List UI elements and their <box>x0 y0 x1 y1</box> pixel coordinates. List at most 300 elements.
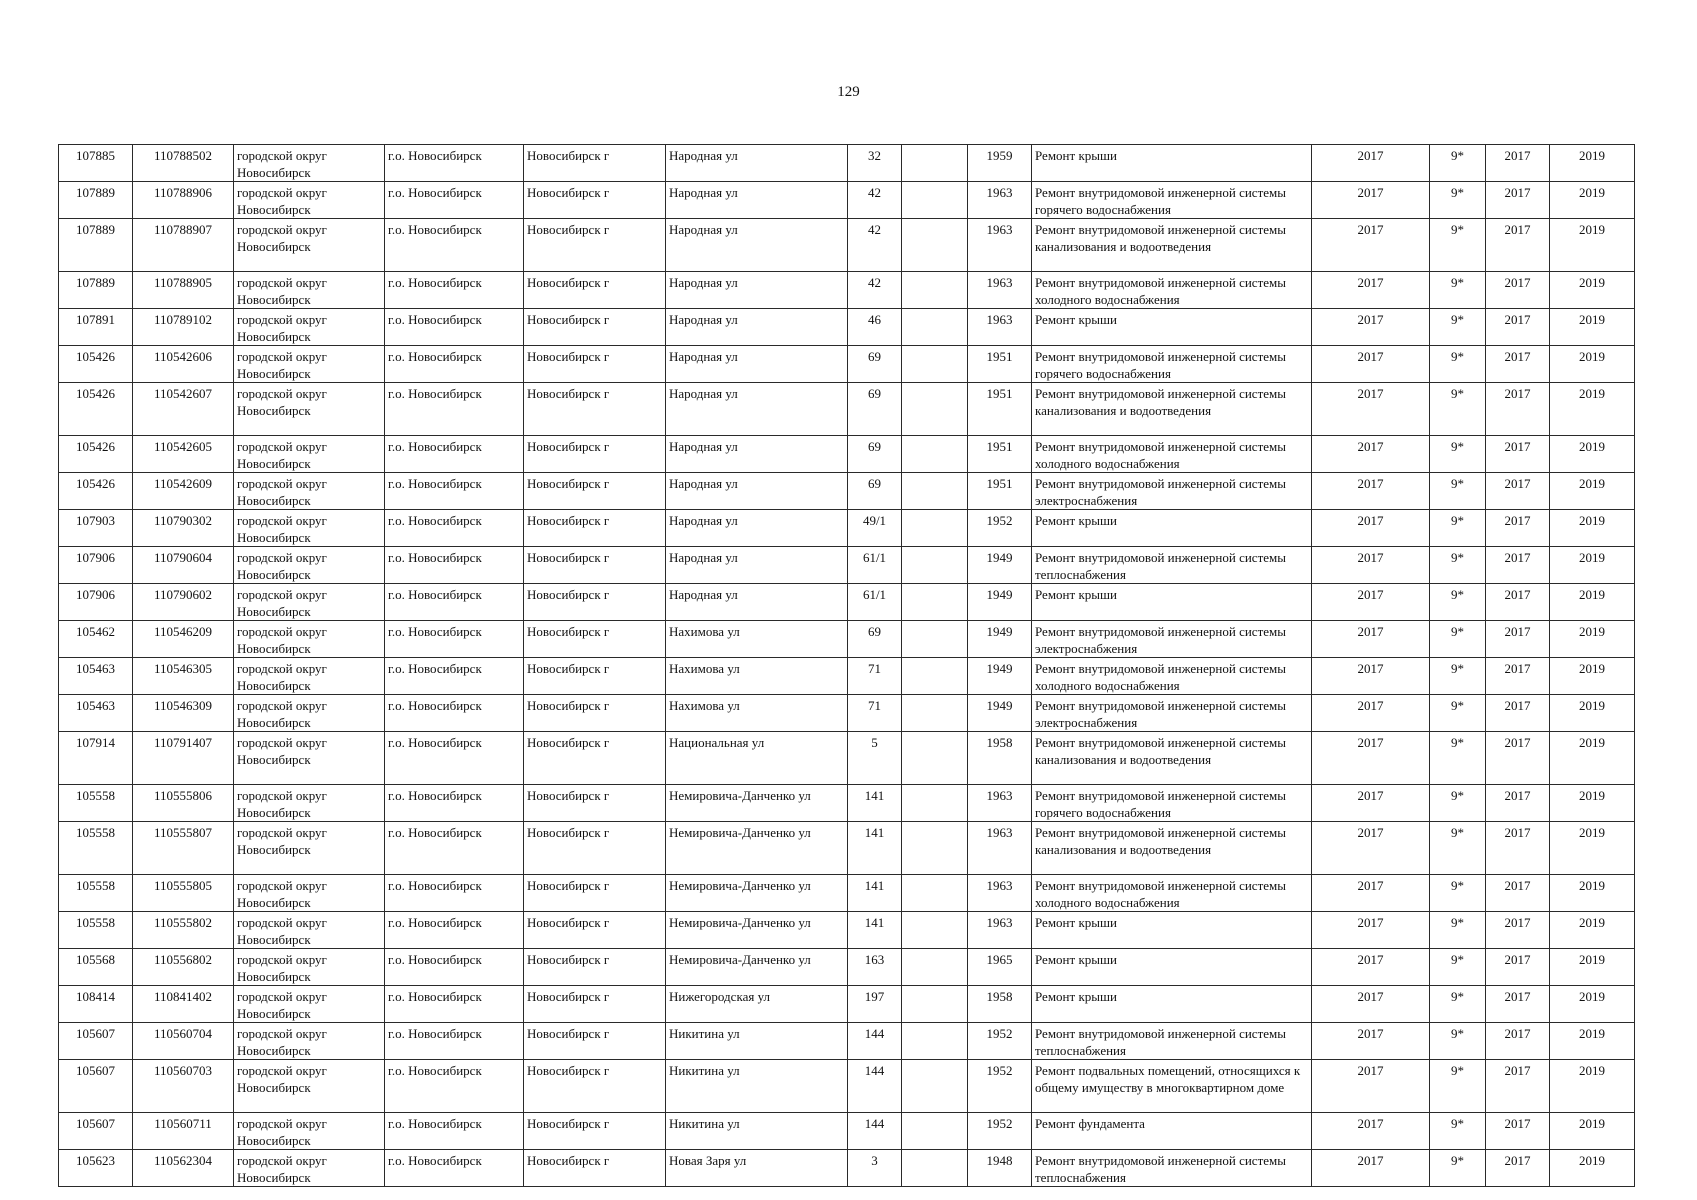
cell-end-year: 2019 <box>1550 949 1635 986</box>
cell-end-year: 2019 <box>1550 309 1635 346</box>
cell-year-built: 1958 <box>968 986 1032 1023</box>
cell-plan-year: 2017 <box>1312 510 1430 547</box>
cell-end-year: 2019 <box>1550 473 1635 510</box>
cell-end-year: 2019 <box>1550 785 1635 822</box>
cell-house-number: 42 <box>848 219 902 272</box>
cell-street: Немировича-Данченко ул <box>666 785 848 822</box>
cell-district: г.о. Новосибирск <box>385 986 524 1023</box>
cell-district: г.о. Новосибирск <box>385 1023 524 1060</box>
cell-start-year: 2017 <box>1486 219 1550 272</box>
cell-plan-year: 2017 <box>1312 272 1430 309</box>
cell-street: Народная ул <box>666 473 848 510</box>
cell-district: г.о. Новосибирск <box>385 272 524 309</box>
cell-municipality: городской округ Новосибирск <box>234 383 385 436</box>
cell-locality: Новосибирск г <box>524 346 666 383</box>
cell-house-number: 46 <box>848 309 902 346</box>
cell-street: Нахимова ул <box>666 695 848 732</box>
cell-house-id: 105426 <box>59 436 133 473</box>
cell-building <box>902 510 968 547</box>
cell-start-year: 2017 <box>1486 436 1550 473</box>
cell-code: 9* <box>1430 309 1486 346</box>
cell-year-built: 1952 <box>968 1113 1032 1150</box>
cell-end-year: 2019 <box>1550 732 1635 785</box>
cell-district: г.о. Новосибирск <box>385 547 524 584</box>
cell-end-year: 2019 <box>1550 219 1635 272</box>
cell-year-built: 1951 <box>968 346 1032 383</box>
cell-work-type: Ремонт внутридомовой инженерной системы холодного водоснабжения <box>1032 272 1312 309</box>
cell-house-id: 105607 <box>59 1113 133 1150</box>
cell-code: 9* <box>1430 346 1486 383</box>
cell-work-id: 110555806 <box>133 785 234 822</box>
table-row <box>59 219 1635 272</box>
cell-municipality: городской округ Новосибирск <box>234 182 385 219</box>
cell-plan-year: 2017 <box>1312 785 1430 822</box>
cell-municipality: городской округ Новосибирск <box>234 912 385 949</box>
cell-house-id: 107906 <box>59 584 133 621</box>
cell-district: г.о. Новосибирск <box>385 875 524 912</box>
cell-municipality: городской округ Новосибирск <box>234 875 385 912</box>
cell-work-id: 110546309 <box>133 695 234 732</box>
cell-code: 9* <box>1430 912 1486 949</box>
cell-building <box>902 621 968 658</box>
cell-municipality: городской округ Новосибирск <box>234 1060 385 1113</box>
cell-building <box>902 658 968 695</box>
table-row <box>59 875 1635 912</box>
cell-building <box>902 547 968 584</box>
cell-house-id: 105558 <box>59 912 133 949</box>
cell-district: г.о. Новосибирск <box>385 510 524 547</box>
table-row <box>59 584 1635 621</box>
cell-street: Никитина ул <box>666 1113 848 1150</box>
cell-start-year: 2017 <box>1486 346 1550 383</box>
cell-code: 9* <box>1430 986 1486 1023</box>
cell-start-year: 2017 <box>1486 949 1550 986</box>
cell-district: г.о. Новосибирск <box>385 785 524 822</box>
cell-district: г.о. Новосибирск <box>385 822 524 875</box>
cell-start-year: 2017 <box>1486 272 1550 309</box>
cell-municipality: городской округ Новосибирск <box>234 473 385 510</box>
cell-plan-year: 2017 <box>1312 658 1430 695</box>
cell-locality: Новосибирск г <box>524 1023 666 1060</box>
cell-year-built: 1963 <box>968 272 1032 309</box>
cell-locality: Новосибирск г <box>524 272 666 309</box>
cell-municipality: городской округ Новосибирск <box>234 547 385 584</box>
cell-house-number: 69 <box>848 473 902 510</box>
cell-start-year: 2017 <box>1486 822 1550 875</box>
cell-end-year: 2019 <box>1550 182 1635 219</box>
cell-municipality: городской округ Новосибирск <box>234 510 385 547</box>
cell-plan-year: 2017 <box>1312 1023 1430 1060</box>
cell-locality: Новосибирск г <box>524 732 666 785</box>
cell-house-id: 107906 <box>59 547 133 584</box>
cell-work-type: Ремонт внутридомовой инженерной системы теплоснабжения <box>1032 547 1312 584</box>
cell-street: Народная ул <box>666 584 848 621</box>
cell-start-year: 2017 <box>1486 875 1550 912</box>
cell-locality: Новосибирск г <box>524 547 666 584</box>
cell-building <box>902 346 968 383</box>
cell-municipality: городской округ Новосибирск <box>234 1150 385 1187</box>
table-row <box>59 695 1635 732</box>
cell-house-id: 107889 <box>59 272 133 309</box>
cell-municipality: городской округ Новосибирск <box>234 695 385 732</box>
table-row <box>59 822 1635 875</box>
cell-district: г.о. Новосибирск <box>385 383 524 436</box>
cell-start-year: 2017 <box>1486 785 1550 822</box>
cell-year-built: 1952 <box>968 1060 1032 1113</box>
cell-end-year: 2019 <box>1550 1023 1635 1060</box>
cell-house-id: 107914 <box>59 732 133 785</box>
table-row <box>59 732 1635 785</box>
cell-building <box>902 309 968 346</box>
cell-year-built: 1952 <box>968 1023 1032 1060</box>
cell-code: 9* <box>1430 621 1486 658</box>
cell-street: Немировича-Данченко ул <box>666 822 848 875</box>
cell-building <box>902 785 968 822</box>
cell-locality: Новосибирск г <box>524 510 666 547</box>
cell-street: Новая Заря ул <box>666 1150 848 1187</box>
cell-locality: Новосибирск г <box>524 695 666 732</box>
cell-street: Немировича-Данченко ул <box>666 912 848 949</box>
cell-municipality: городской округ Новосибирск <box>234 658 385 695</box>
cell-end-year: 2019 <box>1550 695 1635 732</box>
cell-year-built: 1963 <box>968 219 1032 272</box>
cell-municipality: городской округ Новосибирск <box>234 584 385 621</box>
cell-work-type: Ремонт внутридомовой инженерной системы канализования и водоотведения <box>1032 822 1312 875</box>
cell-street: Народная ул <box>666 346 848 383</box>
cell-end-year: 2019 <box>1550 272 1635 309</box>
cell-locality: Новосибирск г <box>524 182 666 219</box>
cell-house-number: 197 <box>848 986 902 1023</box>
cell-municipality: городской округ Новосибирск <box>234 145 385 182</box>
cell-plan-year: 2017 <box>1312 219 1430 272</box>
cell-house-number: 69 <box>848 346 902 383</box>
cell-building <box>902 949 968 986</box>
cell-district: г.о. Новосибирск <box>385 695 524 732</box>
cell-work-id: 110546305 <box>133 658 234 695</box>
cell-house-id: 105568 <box>59 949 133 986</box>
cell-district: г.о. Новосибирск <box>385 584 524 621</box>
cell-year-built: 1951 <box>968 473 1032 510</box>
cell-work-type: Ремонт внутридомовой инженерной системы электроснабжения <box>1032 621 1312 658</box>
cell-district: г.о. Новосибирск <box>385 1060 524 1113</box>
cell-locality: Новосибирск г <box>524 658 666 695</box>
cell-district: г.о. Новосибирск <box>385 182 524 219</box>
cell-end-year: 2019 <box>1550 1150 1635 1187</box>
cell-work-type: Ремонт крыши <box>1032 584 1312 621</box>
cell-work-id: 110562304 <box>133 1150 234 1187</box>
cell-house-number: 71 <box>848 695 902 732</box>
cell-district: г.о. Новосибирск <box>385 145 524 182</box>
cell-work-type: Ремонт крыши <box>1032 145 1312 182</box>
cell-code: 9* <box>1430 272 1486 309</box>
cell-start-year: 2017 <box>1486 473 1550 510</box>
cell-work-type: Ремонт внутридомовой инженерной системы теплоснабжения <box>1032 1023 1312 1060</box>
cell-house-id: 107889 <box>59 219 133 272</box>
cell-district: г.о. Новосибирск <box>385 1113 524 1150</box>
cell-locality: Новосибирск г <box>524 473 666 510</box>
cell-start-year: 2017 <box>1486 658 1550 695</box>
cell-house-number: 42 <box>848 272 902 309</box>
cell-year-built: 1949 <box>968 584 1032 621</box>
table-row <box>59 912 1635 949</box>
cell-locality: Новосибирск г <box>524 309 666 346</box>
cell-locality: Новосибирск г <box>524 949 666 986</box>
cell-year-built: 1948 <box>968 1150 1032 1187</box>
cell-municipality: городской округ Новосибирск <box>234 785 385 822</box>
cell-start-year: 2017 <box>1486 621 1550 658</box>
cell-house-number: 3 <box>848 1150 902 1187</box>
cell-house-number: 42 <box>848 182 902 219</box>
cell-end-year: 2019 <box>1550 912 1635 949</box>
table-row <box>59 547 1635 584</box>
cell-work-type: Ремонт подвальных помещений, относящихся к общему имуществу в многоквартирном доме <box>1032 1060 1312 1113</box>
cell-house-id: 105558 <box>59 822 133 875</box>
cell-street: Нахимова ул <box>666 658 848 695</box>
cell-work-type: Ремонт внутридомовой инженерной системы горячего водоснабжения <box>1032 785 1312 822</box>
cell-code: 9* <box>1430 547 1486 584</box>
cell-work-id: 110841402 <box>133 986 234 1023</box>
cell-street: Немировича-Данченко ул <box>666 949 848 986</box>
cell-year-built: 1958 <box>968 732 1032 785</box>
cell-code: 9* <box>1430 1060 1486 1113</box>
cell-plan-year: 2017 <box>1312 547 1430 584</box>
cell-year-built: 1963 <box>968 785 1032 822</box>
cell-start-year: 2017 <box>1486 1113 1550 1150</box>
cell-street: Народная ул <box>666 383 848 436</box>
cell-start-year: 2017 <box>1486 986 1550 1023</box>
cell-work-id: 110546209 <box>133 621 234 658</box>
cell-work-id: 110542609 <box>133 473 234 510</box>
cell-start-year: 2017 <box>1486 309 1550 346</box>
cell-house-number: 144 <box>848 1113 902 1150</box>
cell-municipality: городской округ Новосибирск <box>234 346 385 383</box>
cell-plan-year: 2017 <box>1312 1150 1430 1187</box>
cell-plan-year: 2017 <box>1312 346 1430 383</box>
cell-house-id: 105463 <box>59 658 133 695</box>
cell-work-type: Ремонт внутридомовой инженерной системы электроснабжения <box>1032 473 1312 510</box>
cell-building <box>902 732 968 785</box>
cell-year-built: 1963 <box>968 912 1032 949</box>
cell-start-year: 2017 <box>1486 383 1550 436</box>
cell-end-year: 2019 <box>1550 621 1635 658</box>
cell-year-built: 1963 <box>968 875 1032 912</box>
cell-plan-year: 2017 <box>1312 145 1430 182</box>
cell-work-id: 110555805 <box>133 875 234 912</box>
cell-municipality: городской округ Новосибирск <box>234 822 385 875</box>
cell-street: Народная ул <box>666 272 848 309</box>
cell-code: 9* <box>1430 949 1486 986</box>
cell-building <box>902 1113 968 1150</box>
cell-locality: Новосибирск г <box>524 1150 666 1187</box>
cell-house-number: 49/1 <box>848 510 902 547</box>
cell-house-number: 71 <box>848 658 902 695</box>
cell-work-type: Ремонт внутридомовой инженерной системы электроснабжения <box>1032 695 1312 732</box>
cell-work-id: 110560703 <box>133 1060 234 1113</box>
cell-building <box>902 912 968 949</box>
cell-plan-year: 2017 <box>1312 621 1430 658</box>
cell-house-number: 69 <box>848 436 902 473</box>
cell-year-built: 1963 <box>968 822 1032 875</box>
cell-building <box>902 584 968 621</box>
cell-code: 9* <box>1430 785 1486 822</box>
cell-house-id: 105463 <box>59 695 133 732</box>
cell-municipality: городской округ Новосибирск <box>234 986 385 1023</box>
cell-street: Нахимова ул <box>666 621 848 658</box>
cell-street: Народная ул <box>666 510 848 547</box>
cell-district: г.о. Новосибирск <box>385 473 524 510</box>
cell-municipality: городской округ Новосибирск <box>234 1023 385 1060</box>
cell-end-year: 2019 <box>1550 510 1635 547</box>
cell-code: 9* <box>1430 383 1486 436</box>
cell-code: 9* <box>1430 436 1486 473</box>
cell-house-id: 105462 <box>59 621 133 658</box>
cell-building <box>902 1023 968 1060</box>
cell-locality: Новосибирск г <box>524 822 666 875</box>
cell-district: г.о. Новосибирск <box>385 309 524 346</box>
table-row <box>59 1150 1635 1187</box>
table-body <box>59 145 1635 1187</box>
cell-house-number: 5 <box>848 732 902 785</box>
cell-start-year: 2017 <box>1486 1150 1550 1187</box>
cell-code: 9* <box>1430 875 1486 912</box>
cell-house-id: 108414 <box>59 986 133 1023</box>
cell-plan-year: 2017 <box>1312 822 1430 875</box>
cell-end-year: 2019 <box>1550 875 1635 912</box>
cell-house-number: 69 <box>848 383 902 436</box>
cell-start-year: 2017 <box>1486 584 1550 621</box>
cell-municipality: городской округ Новосибирск <box>234 949 385 986</box>
cell-municipality: городской округ Новосибирск <box>234 309 385 346</box>
cell-work-type: Ремонт внутридомовой инженерной системы канализования и водоотведения <box>1032 219 1312 272</box>
cell-work-type: Ремонт крыши <box>1032 309 1312 346</box>
cell-work-type: Ремонт внутридомовой инженерной системы канализования и водоотведения <box>1032 732 1312 785</box>
cell-work-type: Ремонт крыши <box>1032 986 1312 1023</box>
cell-street: Никитина ул <box>666 1023 848 1060</box>
cell-work-type: Ремонт крыши <box>1032 912 1312 949</box>
cell-work-id: 110788905 <box>133 272 234 309</box>
cell-work-type: Ремонт внутридомовой инженерной системы горячего водоснабжения <box>1032 346 1312 383</box>
table-row <box>59 436 1635 473</box>
cell-year-built: 1963 <box>968 182 1032 219</box>
cell-work-id: 110788502 <box>133 145 234 182</box>
cell-municipality: городской округ Новосибирск <box>234 272 385 309</box>
cell-house-id: 105607 <box>59 1060 133 1113</box>
cell-end-year: 2019 <box>1550 145 1635 182</box>
cell-municipality: городской округ Новосибирск <box>234 219 385 272</box>
cell-house-number: 141 <box>848 912 902 949</box>
cell-code: 9* <box>1430 822 1486 875</box>
cell-code: 9* <box>1430 584 1486 621</box>
cell-code: 9* <box>1430 658 1486 695</box>
cell-building <box>902 383 968 436</box>
cell-municipality: городской округ Новосибирск <box>234 621 385 658</box>
table-row <box>59 986 1635 1023</box>
cell-house-number: 141 <box>848 875 902 912</box>
cell-district: г.о. Новосибирск <box>385 658 524 695</box>
table-row <box>59 949 1635 986</box>
cell-locality: Новосибирск г <box>524 1060 666 1113</box>
cell-house-id: 105607 <box>59 1023 133 1060</box>
cell-plan-year: 2017 <box>1312 949 1430 986</box>
cell-work-id: 110560711 <box>133 1113 234 1150</box>
cell-work-type: Ремонт внутридомовой инженерной системы канализования и водоотведения <box>1032 383 1312 436</box>
cell-street: Народная ул <box>666 547 848 584</box>
cell-locality: Новосибирск г <box>524 621 666 658</box>
cell-year-built: 1949 <box>968 658 1032 695</box>
cell-plan-year: 2017 <box>1312 473 1430 510</box>
cell-house-id: 105558 <box>59 875 133 912</box>
cell-start-year: 2017 <box>1486 1023 1550 1060</box>
cell-locality: Новосибирск г <box>524 912 666 949</box>
cell-work-id: 110791407 <box>133 732 234 785</box>
table-row <box>59 1060 1635 1113</box>
cell-end-year: 2019 <box>1550 1113 1635 1150</box>
cell-year-built: 1952 <box>968 510 1032 547</box>
cell-street: Национальная ул <box>666 732 848 785</box>
cell-plan-year: 2017 <box>1312 584 1430 621</box>
cell-work-type: Ремонт внутридомовой инженерной системы холодного водоснабжения <box>1032 875 1312 912</box>
cell-building <box>902 473 968 510</box>
cell-building <box>902 986 968 1023</box>
cell-locality: Новосибирск г <box>524 785 666 822</box>
cell-building <box>902 822 968 875</box>
cell-plan-year: 2017 <box>1312 732 1430 785</box>
cell-code: 9* <box>1430 182 1486 219</box>
cell-code: 9* <box>1430 473 1486 510</box>
cell-end-year: 2019 <box>1550 1060 1635 1113</box>
cell-code: 9* <box>1430 1023 1486 1060</box>
cell-work-id: 110555802 <box>133 912 234 949</box>
cell-year-built: 1949 <box>968 547 1032 584</box>
cell-year-built: 1963 <box>968 309 1032 346</box>
cell-municipality: городской округ Новосибирск <box>234 436 385 473</box>
table-row <box>59 272 1635 309</box>
cell-start-year: 2017 <box>1486 547 1550 584</box>
cell-code: 9* <box>1430 510 1486 547</box>
cell-house-id: 105623 <box>59 1150 133 1187</box>
table-row <box>59 621 1635 658</box>
cell-work-id: 110790602 <box>133 584 234 621</box>
cell-year-built: 1965 <box>968 949 1032 986</box>
cell-code: 9* <box>1430 732 1486 785</box>
table-row <box>59 383 1635 436</box>
cell-work-id: 110542605 <box>133 436 234 473</box>
cell-district: г.о. Новосибирск <box>385 1150 524 1187</box>
cell-house-number: 144 <box>848 1060 902 1113</box>
cell-plan-year: 2017 <box>1312 1060 1430 1113</box>
cell-building <box>902 272 968 309</box>
cell-year-built: 1949 <box>968 621 1032 658</box>
cell-start-year: 2017 <box>1486 145 1550 182</box>
cell-code: 9* <box>1430 1150 1486 1187</box>
cell-plan-year: 2017 <box>1312 1113 1430 1150</box>
table-row <box>59 785 1635 822</box>
cell-work-id: 110790604 <box>133 547 234 584</box>
cell-work-id: 110789102 <box>133 309 234 346</box>
cell-street: Народная ул <box>666 182 848 219</box>
cell-end-year: 2019 <box>1550 584 1635 621</box>
cell-year-built: 1959 <box>968 145 1032 182</box>
cell-house-number: 141 <box>848 822 902 875</box>
cell-street: Немировича-Данченко ул <box>666 875 848 912</box>
cell-end-year: 2019 <box>1550 383 1635 436</box>
cell-plan-year: 2017 <box>1312 986 1430 1023</box>
cell-code: 9* <box>1430 145 1486 182</box>
cell-street: Народная ул <box>666 436 848 473</box>
cell-end-year: 2019 <box>1550 436 1635 473</box>
cell-house-id: 107885 <box>59 145 133 182</box>
cell-street: Никитина ул <box>666 1060 848 1113</box>
